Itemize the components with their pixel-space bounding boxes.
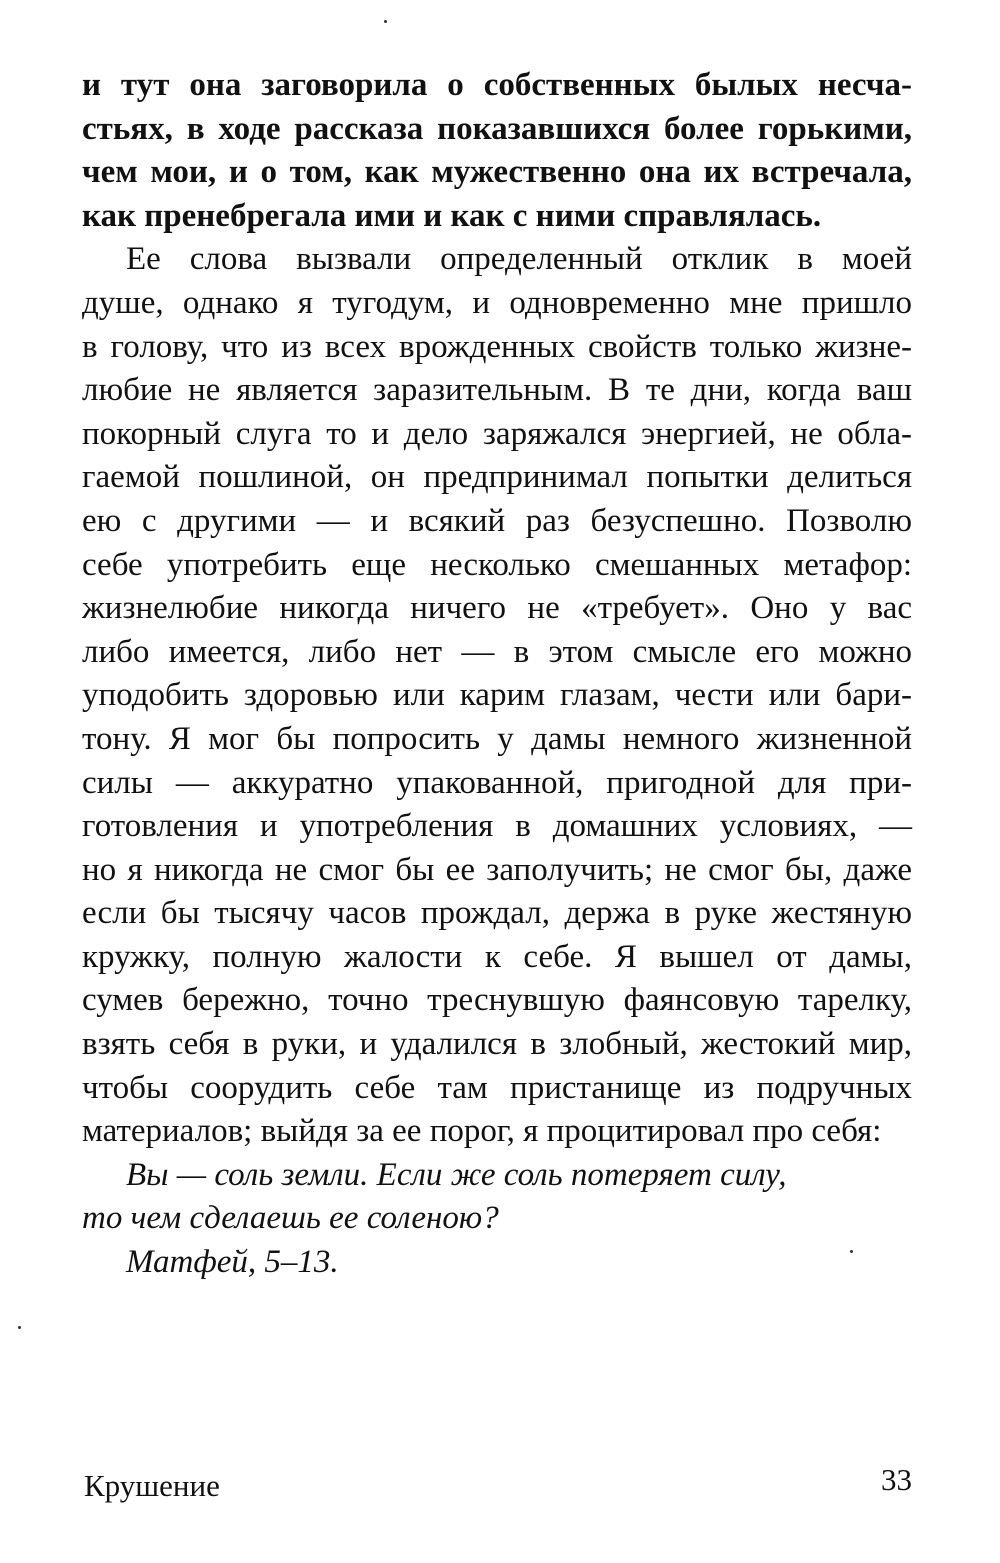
- text-line: материалов; выйдя за ее порог, я процитировал про себя:: [82, 1113, 882, 1150]
- page-number: 33: [881, 1462, 912, 1497]
- text-line: но я никогда не смог бы ее заполучить; не смог бы, даже: [82, 851, 912, 888]
- text-line: либо имеется, либо нет — в этом смысле его можно: [82, 633, 912, 670]
- text-line: себе употребить еще несколько смешанных метафор:: [82, 546, 912, 583]
- text-line: тону. Я мог бы попросить у дамы немного жизненной: [82, 720, 912, 757]
- text-line: покорный слуга то и дело заряжался энергией, не обла-: [82, 415, 912, 452]
- text-line: в голову, что из всех врожденных свойств только жизне-: [82, 328, 912, 365]
- text-line: гаемой пошлиной, он предпринимал попытки делиться: [82, 459, 912, 496]
- quote-line: Вы — соль земли. Если же соль потеряет силу,: [126, 1156, 787, 1193]
- scan-speck: [850, 1250, 853, 1253]
- text-line: чем мои, и о том, как мужественно она их встречала,: [82, 154, 912, 191]
- text-line: жизнелюбие никогда ничего не «требует». Оно у вас: [82, 590, 912, 627]
- text-line: уподобить здоровью или карим глазам, чести или бари-: [82, 677, 912, 714]
- epigraph-quote: [82, 1154, 912, 1241]
- paragraph-1: [82, 64, 912, 238]
- text-line: чтобы соорудить себе там пристанище из подручных: [82, 1069, 912, 1106]
- quote-citation: Матфей, 5–13.: [126, 1244, 339, 1281]
- text-line: ею с другими — и всякий раз безуспешно. Позволю: [82, 502, 912, 539]
- body-text: [82, 64, 912, 1285]
- text-line: готовления и употребления в домашних условиях, —: [82, 808, 912, 845]
- text-line: Ее слова вызвали определенный отклик в моей: [126, 241, 912, 278]
- quote-line: то чем сделаешь ее соленою?: [82, 1200, 499, 1237]
- running-footer-title: Крушение: [84, 1468, 220, 1503]
- scan-speck: [384, 20, 387, 23]
- text-line: сумев бережно, точно треснувшую фаянсовую тарелку,: [82, 982, 912, 1019]
- text-line: силы — аккуратно упакованной, пригодной для при-: [82, 764, 912, 801]
- text-line: душе, однако я тугодум, и одновременно мне пришло: [82, 284, 912, 321]
- text-line: кружку, полную жалости к себе. Я вышел от дамы,: [82, 938, 912, 975]
- scan-speck: [18, 1326, 21, 1329]
- text-line: взять себя в руки, и удалился в злобный, жестокий мир,: [82, 1026, 912, 1063]
- paragraph-2: [82, 238, 912, 1153]
- text-line: как пренебрегала ими и как с ними справлялась.: [82, 197, 822, 234]
- text-line: если бы тысячу часов прождал, держа в руке жестяную: [82, 895, 912, 932]
- text-line: и тут она заговорила о собственных былых несча-: [82, 67, 912, 103]
- text-line: стьях, в ходе рассказа показавшихся более горькими,: [82, 110, 912, 147]
- text-line: любие не является заразительным. В те дни, когда ваш: [82, 372, 912, 409]
